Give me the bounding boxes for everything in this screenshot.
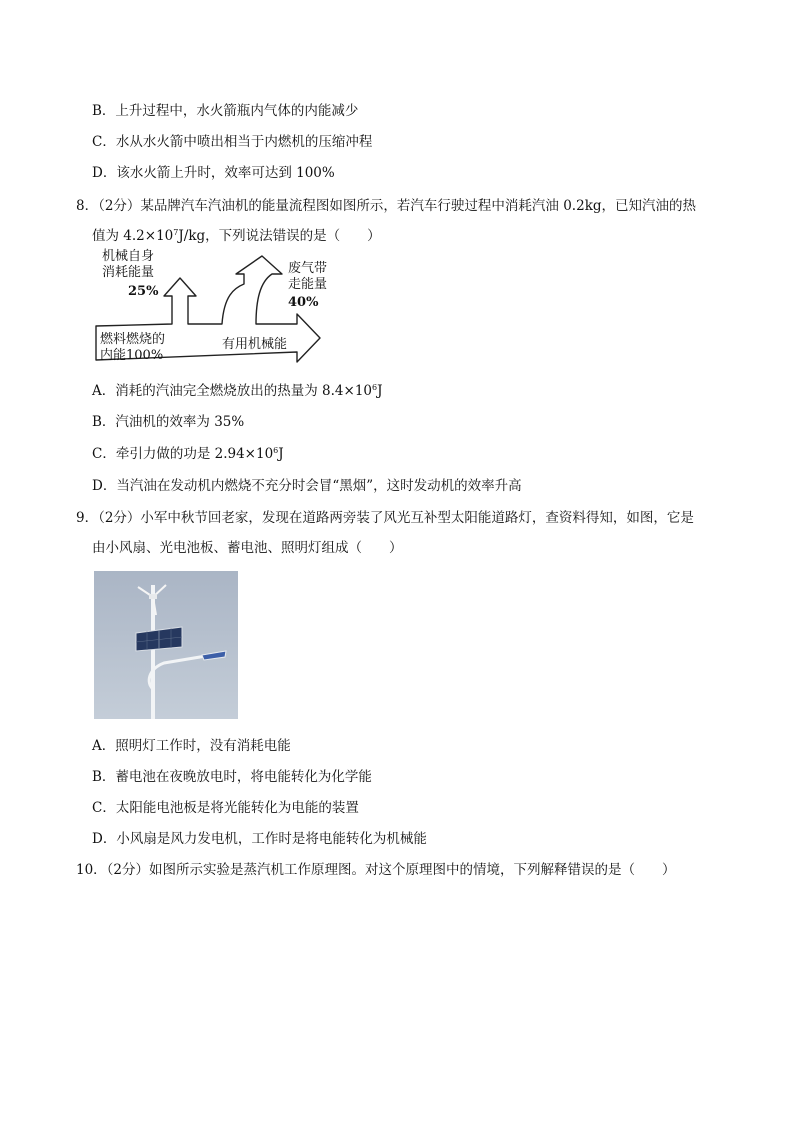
q9-stem-line1: 9．（2分）小军中秋节回老家，发现在道路两旁装了风光互补型太阳能道路灯，查资料得知，如图，它是 <box>76 510 694 526</box>
diagram-exhaust-line1: 废气带 <box>288 261 328 276</box>
q9-stem-line2: 由小风扇、光电池板、蓄电池、照明灯组成（ ） <box>92 540 403 556</box>
q8-option-c: C．牵引力做的功是 $2.94\times 10^6J$ <box>92 446 284 462</box>
diagram-self-pct: 25% <box>128 284 159 299</box>
diagram-self-line1: 机械自身 <box>102 249 155 264</box>
q7-option-c: C．水从水火箭中喷出相当于内燃机的压缩冲程 <box>92 134 373 150</box>
q10-stem: 10．（2分）如图所示实验是蒸汽机工作原理图。对这个原理图中的情境，下列解释错误的是（ ） <box>76 862 676 878</box>
q9-option-c: C．太阳能电池板是将光能转化为电能的装置 <box>92 800 359 816</box>
q7-option-d: D．该水火箭上升时，效率可达到 100% <box>92 165 335 181</box>
street-light-photo <box>94 571 238 719</box>
q8-option-a: A．消耗的汽油完全燃烧放出的热量为 $8.4\times 10^6J$ <box>92 383 383 399</box>
q9-option-a: A．照明灯工作时，没有消耗电能 <box>92 738 291 754</box>
q8-stem-line1: 8．（2分）某品牌汽车汽油机的能量流程图如图所示，若汽车行驶过程中消耗汽油 0.2kg，已知汽油的热 <box>76 198 697 214</box>
diagram-input-line1: 燃料燃烧的 <box>100 332 166 347</box>
energy-flow-diagram <box>92 248 332 366</box>
diagram-input-line2: 内能100% <box>100 348 164 363</box>
diagram-exhaust-line2: 走能量 <box>288 277 328 292</box>
q8-option-d: D．当汽油在发动机内燃烧不充分时会冒“黑烟”，这时发动机的效率升高 <box>92 478 522 494</box>
diagram-useful-label: 有用机械能 <box>222 337 288 352</box>
q7-option-b: B．上升过程中，水火箭瓶内气体的内能减少 <box>92 103 359 119</box>
q9-option-d: D．小风扇是风力发电机，工作时是将电能转化为机械能 <box>92 831 427 847</box>
q9-option-b: B．蓄电池在夜晚放电时，将电能转化为化学能 <box>92 769 372 785</box>
diagram-self-line2: 消耗能量 <box>102 265 155 280</box>
diagram-exhaust-pct: 40% <box>288 295 319 310</box>
q8-option-b: B．汽油机的效率为 35% <box>92 414 245 430</box>
q8-stem-line2: 值为 $4.2\times 10^7J/kg$，下列说法错误的是（ ） <box>92 228 381 244</box>
